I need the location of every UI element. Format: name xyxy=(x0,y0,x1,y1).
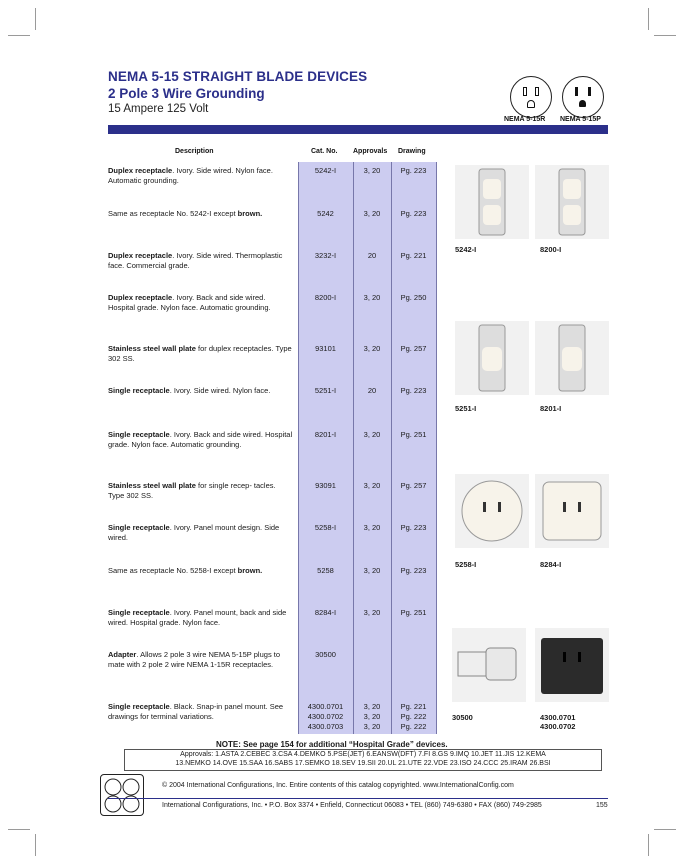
row-drawing: Pg. 223 xyxy=(400,166,427,175)
row-cat-no: 8200-I xyxy=(314,293,337,302)
row-description: Stainless steel wall plate for duplex receptacles. Type 302 SS. xyxy=(108,344,292,363)
row-drawing: Pg. 223 xyxy=(400,523,427,532)
crop-mark xyxy=(8,829,30,830)
row-description: Single receptacle. Black. Snap-in panel mount. See drawings for terminal variations. xyxy=(108,702,284,721)
col-description: Description xyxy=(175,148,214,155)
row-drawing: Pg. 223 xyxy=(400,566,427,575)
row-description: Stainless steel wall plate for single recep- tacles. Type 302 SS. xyxy=(108,481,276,500)
product-photo xyxy=(452,628,526,702)
row-description: Single receptacle. Ivory. Back and side wired. Hospital grade. Nylon face. Automatic grounding. xyxy=(108,430,293,449)
approvals-box xyxy=(124,749,602,771)
rating-text: 15 Ampere 125 Volt xyxy=(108,103,209,115)
row-description: Adapter. Allows 2 pole 3 wire NEMA 5-15P plugs to mate with 2 pole 2 wire NEMA 1-15R receptacles. xyxy=(108,650,281,669)
divider xyxy=(353,162,354,734)
nema-5-15r-label: NEMA 5-15R xyxy=(504,116,546,123)
product-photo xyxy=(535,628,609,702)
divider xyxy=(436,162,437,734)
row-description: Same as receptacle No. 5242-I except brown. xyxy=(108,209,263,218)
page-subtitle: 2 Pole 3 Wire Grounding xyxy=(108,86,265,101)
crop-mark xyxy=(654,829,676,830)
row-approvals: 3, 20 3, 20 3, 20 xyxy=(363,702,381,731)
col-cat-no: Cat. No. xyxy=(311,148,338,155)
col-drawing: Drawing xyxy=(398,148,426,155)
approvals-line: Approvals: 1.ASTA 2.CEBEC 3.CSA 4.DEMKO 5.PSE(JET) 6.EANSW(DFT) 7.FI 8.GS 9.IMQ 10.JET 11.JIS 12.KEMA xyxy=(180,751,546,758)
row-description: Duplex receptacle. Ivory. Side wired. Thermoplastic face. Commercial grade. xyxy=(108,251,283,270)
row-cat-no: 4300.0701 4300.0702 4300.0703 xyxy=(307,702,344,731)
page-title: NEMA 5-15 STRAIGHT BLADE DEVICES xyxy=(108,69,368,84)
header-bar xyxy=(108,125,608,134)
row-cat-no: 93091 xyxy=(315,481,336,490)
crop-mark xyxy=(8,35,30,36)
row-cat-no: 5242 xyxy=(317,209,334,218)
row-approvals: 3, 20 xyxy=(363,523,381,532)
footer-copyright: © 2004 International Configurations, Inc. Entire contents of this catalog copyrighted. www.InternationalConfig.com xyxy=(162,782,514,789)
row-approvals: 3, 20 xyxy=(363,430,381,439)
product-photo xyxy=(455,165,529,239)
row-drawing: Pg. 223 xyxy=(400,209,427,218)
row-cat-no: 93101 xyxy=(315,344,336,353)
row-cat-no: 8284-I xyxy=(314,608,337,617)
photo-label: 8284-I xyxy=(540,560,562,569)
nema-5-15r-icon xyxy=(510,76,552,118)
row-drawing: Pg. 223 xyxy=(400,386,427,395)
nema-5-15p-icon xyxy=(562,76,604,118)
photo-label: 5242-I xyxy=(455,245,477,254)
row-approvals: 3, 20 xyxy=(363,209,381,218)
row-description: Single receptacle. Ivory. Panel mount design. Side wired. xyxy=(108,523,280,542)
row-description: Duplex receptacle. Ivory. Side wired. Nylon face. Automatic grounding. xyxy=(108,166,273,185)
photo-label: 30500 xyxy=(452,713,473,722)
product-photo xyxy=(535,321,609,395)
divider xyxy=(391,162,392,734)
row-approvals: 3, 20 xyxy=(363,293,381,302)
row-approvals: 3, 20 xyxy=(363,344,381,353)
footer-divider xyxy=(108,798,608,799)
photo-label: 4300.0701 4300.0702 xyxy=(540,713,576,731)
row-cat-no: 5258-I xyxy=(314,523,337,532)
row-approvals: 3, 20 xyxy=(363,608,381,617)
row-approvals: 3, 20 xyxy=(363,166,381,175)
divider xyxy=(298,162,299,734)
row-approvals: 3, 20 xyxy=(363,566,381,575)
row-description: Single receptacle. Ivory. Panel mount, back and side wired. Hospital grade. Nylon face. xyxy=(108,608,287,627)
product-photo xyxy=(535,474,609,548)
company-logo xyxy=(100,774,144,816)
row-description: Duplex receptacle. Ivory. Back and side wired. Hospital grade. Nylon face. Automatic grounding. xyxy=(108,293,271,312)
row-drawing: Pg. 250 xyxy=(400,293,427,302)
catalog-column xyxy=(298,162,436,734)
row-description: Single receptacle. Ivory. Side wired. Nylon face. xyxy=(108,386,271,395)
crop-mark xyxy=(35,8,36,30)
product-photo xyxy=(455,474,529,548)
row-description: Same as receptacle No. 5258-I except brown. xyxy=(108,566,263,575)
row-drawing: Pg. 251 xyxy=(400,608,427,617)
nema-5-15p-label: NEMA 5-15P xyxy=(560,116,601,123)
row-cat-no: 3232-I xyxy=(314,251,337,260)
row-cat-no: 5242-I xyxy=(314,166,337,175)
product-photo xyxy=(535,165,609,239)
row-drawing: Pg. 251 xyxy=(400,430,427,439)
photo-label: 5251-I xyxy=(455,404,477,413)
crop-mark xyxy=(35,834,36,856)
photo-label: 8200-I xyxy=(540,245,562,254)
row-approvals: 20 xyxy=(367,386,377,395)
photo-label: 5258-I xyxy=(455,560,477,569)
note-text: NOTE: See page 154 for additional “Hospital Grade” devices. xyxy=(216,740,448,749)
row-drawing: Pg. 221 xyxy=(400,251,427,260)
col-approvals: Approvals xyxy=(353,148,388,155)
crop-mark xyxy=(648,8,649,30)
row-drawing: Pg. 257 xyxy=(400,481,427,490)
row-approvals: 3, 20 xyxy=(363,481,381,490)
row-cat-no: 5258 xyxy=(317,566,334,575)
row-approvals: 20 xyxy=(367,251,377,260)
approvals-line: 13.NEMKO 14.OVE 15.SAA 16.SABS 17.SEMKO 18.SEV 19.SII 20.UL 21.UTE 22.VDE 23.ISO 24.CCC 25.IRAM 26.BSI xyxy=(175,760,551,767)
footer-address: International Configurations, Inc. • P.O. Box 3374 • Enfield, Connecticut 06083 • TEL (860) 749-6380 • FAX (860) 749-2985 xyxy=(162,802,542,809)
crop-mark xyxy=(654,35,676,36)
row-cat-no: 30500 xyxy=(315,650,336,659)
product-photo xyxy=(455,321,529,395)
row-drawing: Pg. 221 Pg. 222 Pg. 222 xyxy=(400,702,427,731)
crop-mark xyxy=(648,834,649,856)
row-cat-no: 8201-I xyxy=(314,430,337,439)
page-number: 155 xyxy=(596,802,608,809)
row-cat-no: 5251-I xyxy=(314,386,337,395)
row-drawing: Pg. 257 xyxy=(400,344,427,353)
photo-label: 8201-I xyxy=(540,404,562,413)
